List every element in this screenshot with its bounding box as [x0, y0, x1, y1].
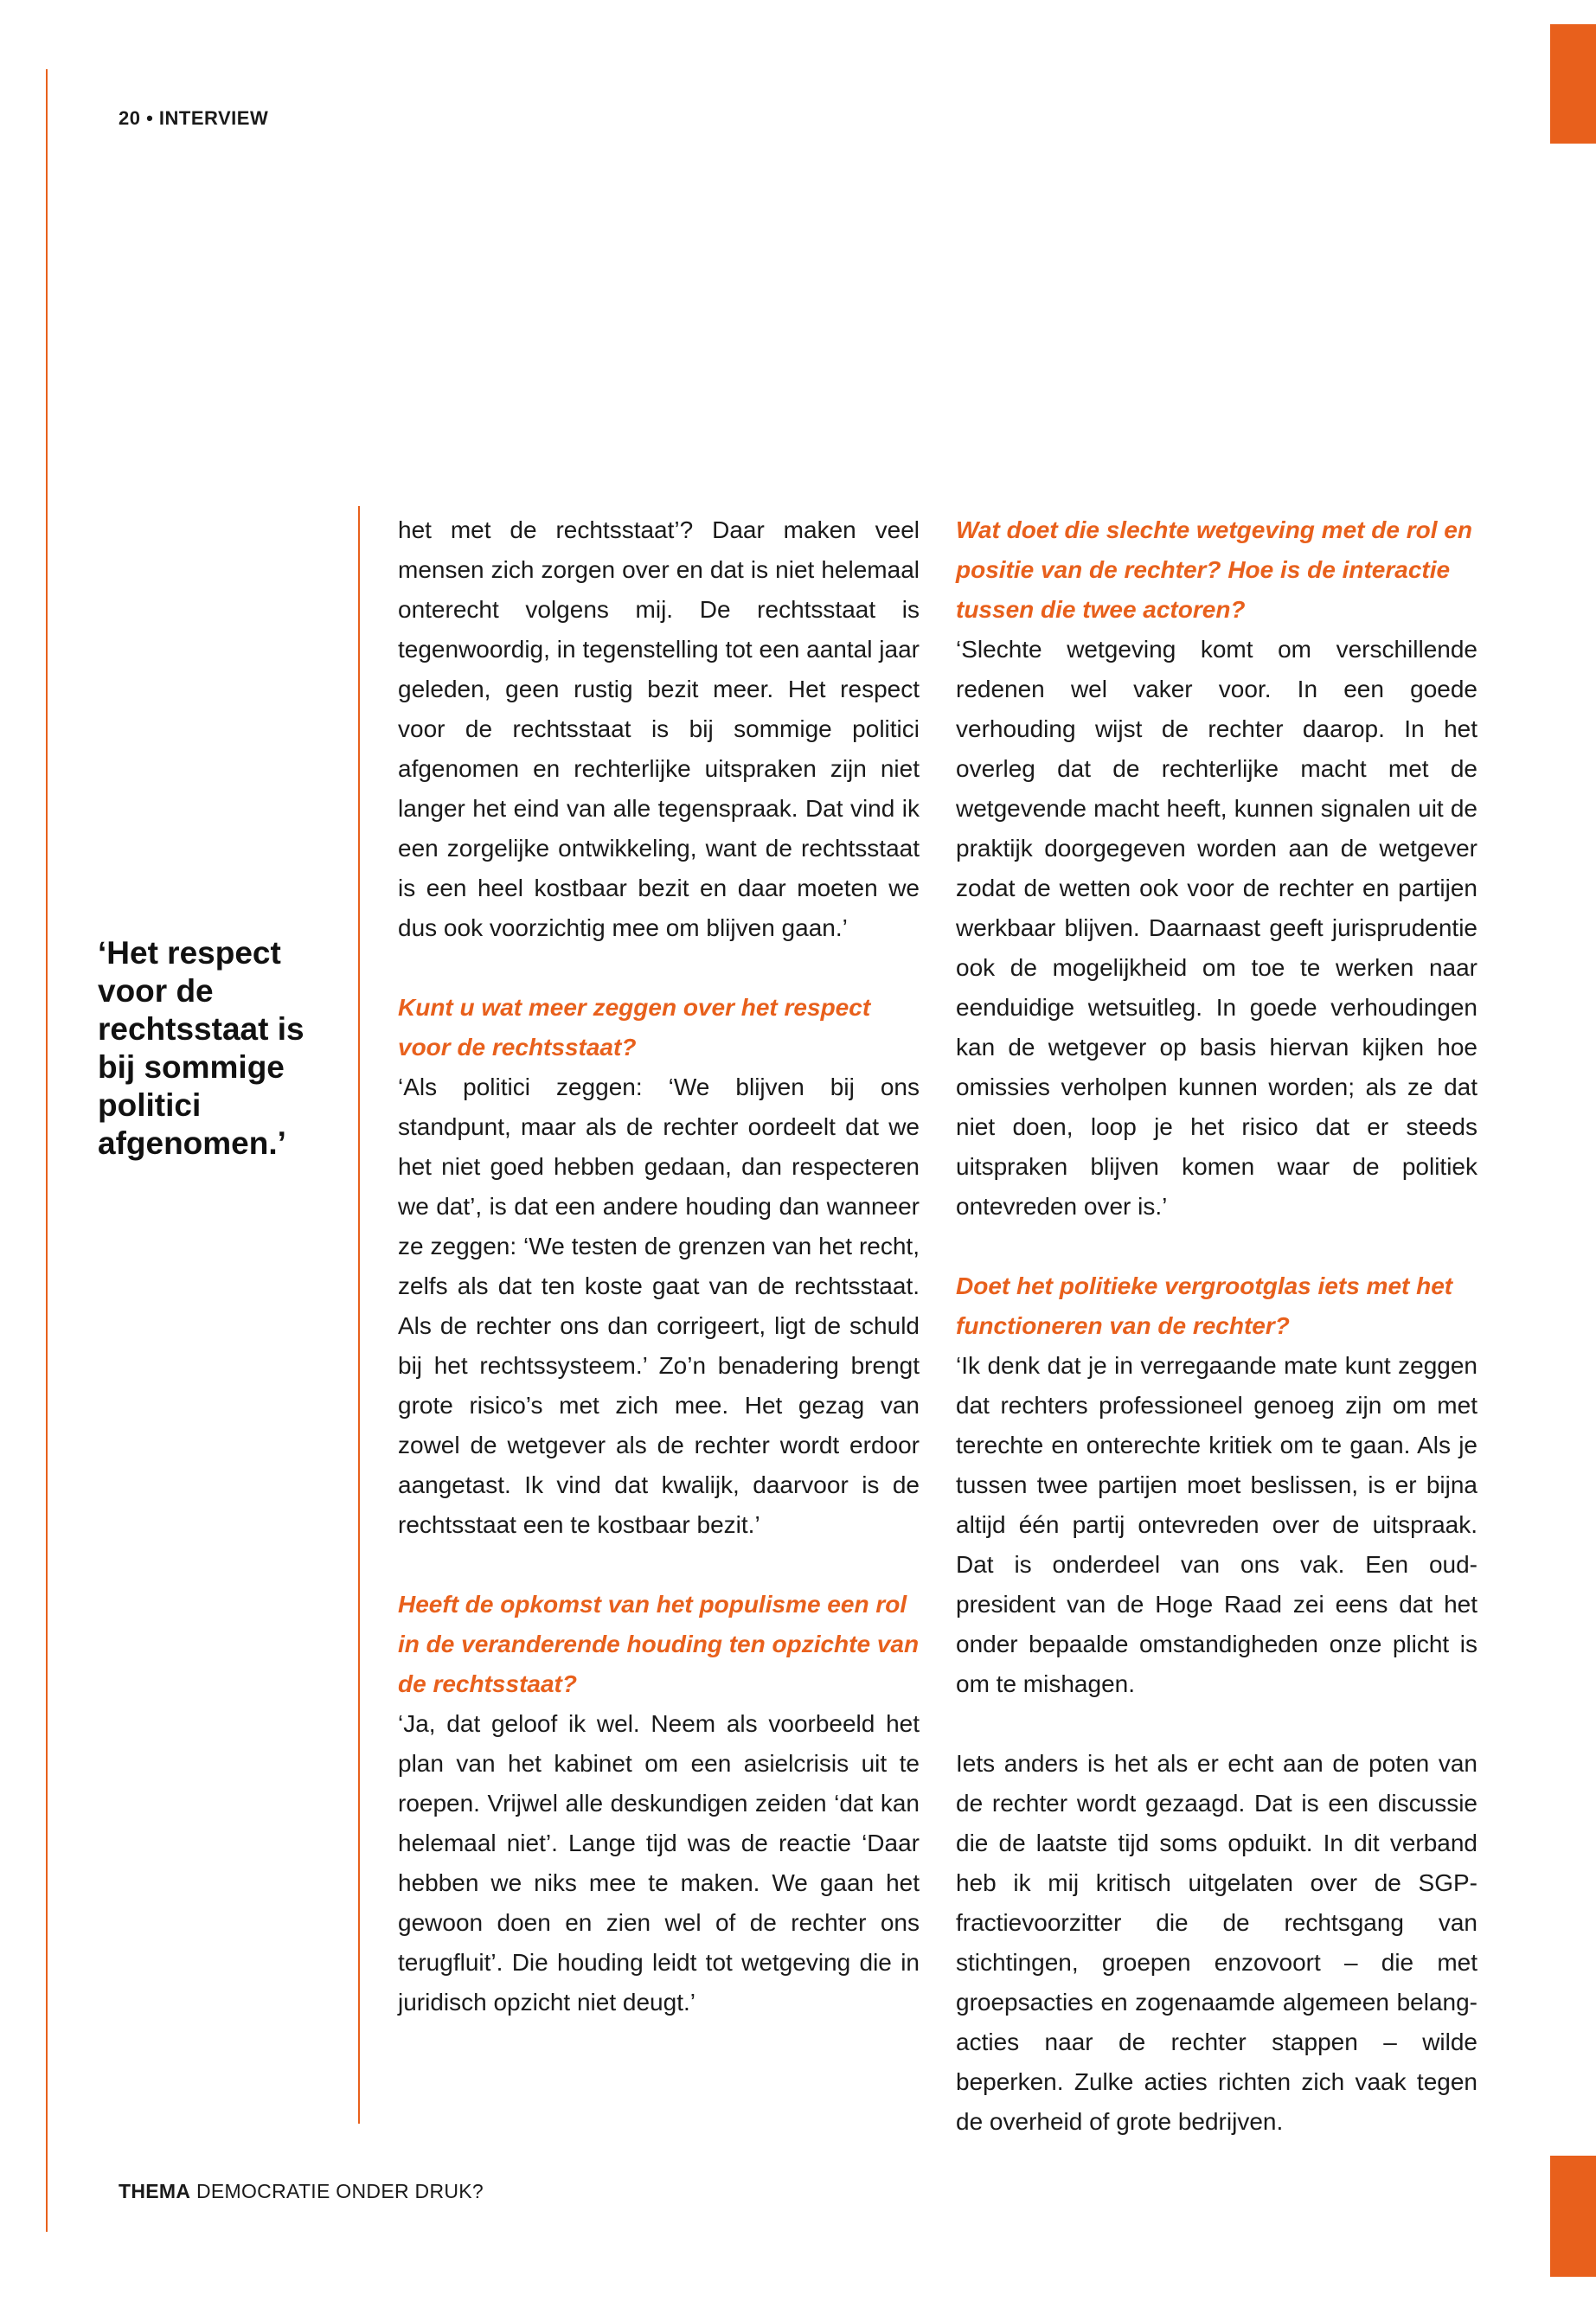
paragraph: ‘Ja, dat geloof ik wel. Neem als voorbeeld het plan van het kabinet om een asielcrisis uit te roepen. Vrijwel alle deskundigen zeiden ‘dat kan helemaal niet’. Lange tijd was de reactie ‘Daar hebben we niks mee te maken. We gaan het gewoon doen en zien wel of de rechter ons terugfluit’. Die houding leidt tot wetgeving die in juridisch opzicht niet deugt.’ [398, 1710, 920, 2016]
footer-title: DEMOCRATIE ONDER DRUK? [195, 2180, 484, 2202]
page-header: 20 • INTERVIEW [119, 107, 269, 129]
paragraph: ‘Slechte wetgeving komt om verschillende redenen wel vaker voor. In een goede verhouding wijst de rechter daarop. In het overleg dat de rechterlijke macht met de wetgevende macht heeft, kunnen signalen uit de praktijk doorgegeven worden aan de wetgever zodat de wetten ook voor de rechter en partijen werkbaar blijven. Daarnaast geeft jurisprudentie ook de mogelijkheid om toe te werken naar eenduidige wetsuitleg. In goede verhoudingen kan de wetgever op basis hiervan kijken hoe omissies verholpen kunnen worden; als ze dat niet doen, loop je het risico dat er steeds uitspraken blijven komen waar de politiek ontevreden over is.’ [956, 636, 1477, 1220]
paragraph: het met de rechtsstaat’? Daar maken veel mensen zich zorgen over en dat is niet helemaal onterecht volgens mij. De rechtsstaat is tegenwoordig, in tegenstelling tot een aantal jaar geleden, geen rustig bezit meer. Het respect voor de rechtsstaat is bij sommige politici afgenomen en rechterlijke uitspraken zijn niet langer het eind van alle tegenspraak. Dat vind ik een zorgelijke ontwikkeling, want de rechtsstaat is een heel kostbaar bezit en daar moeten we dus ook voorzichtig mee om blijven gaan.’ [398, 516, 920, 941]
paragraph: ‘Als politici zeggen: ‘We blijven bij ons standpunt, maar als de rechter oordeelt dat we het niet goed hebben gedaan, dan respecteren we dat’, is dat een andere houding dan wanneer ze zeggen: ‘We testen de grenzen van het recht, zelfs als dat ten koste gaat van de rechtsstaat. Als de rechter ons dan corrigeert, ligt de schuld bij het rechtssysteem.’ Zo’n benadering brengt grote risico’s met zich mee. Het gezag van zowel de wetgever als de rechter wordt erdoor aangetast. Ik vind dat kwalijk, daarvoor is de rechtsstaat een te kostbaar bezit.’ [398, 1074, 920, 1538]
interview-question: Heeft de opkomst van het populisme een rol in de veranderende houding ten opzichte van de rechtsstaat? [398, 1591, 920, 1697]
pull-quote: ‘Het respect voor de rechtsstaat is bij sommige politici afgenomen.’ [98, 935, 304, 1161]
interview-question: Wat doet die slechte wetgeving met de rol en positie van de rechter? Hoe is de interactie tussen die twee actoren? [956, 516, 1472, 623]
bottom-edge-tab [1550, 2156, 1596, 2277]
page-footer [119, 2180, 484, 2203]
text-column-1 [398, 510, 920, 2022]
pull-quote-divider [358, 506, 360, 2124]
interview-question: Kunt u wat meer zeggen over het respect voor de rechtsstaat? [398, 994, 871, 1061]
left-margin-rule [46, 69, 48, 2232]
interview-question: Doet het politieke vergrootglas iets met het functioneren van de rechter? [956, 1272, 1453, 1339]
paragraph: Iets anders is het als er echt aan de poten van de rechter wordt gezaagd. Dat is een discussie die de laatste tijd soms opduikt. In dit verband heb ik mij kritisch uitgelaten over de SGP-fractievoorzitter die de rechtsgang van stichtingen, groepen enzovoort – die met groepsacties en zogenaamde algemeen belang-acties naar de rechter stappen – wilde beperken. Zulke acties richten zich vaak tegen de overheid of grote bedrijven. [956, 1750, 1477, 2135]
text-column-2 [956, 510, 1477, 2142]
paragraph: ‘Ik denk dat je in verregaande mate kunt zeggen dat rechters professioneel genoeg zijn om met terechte en onterechte kritiek om te gaan. Als je tussen twee partijen moet beslissen, is er bijna altijd één partij ontevreden over de uitspraak. Dat is onderdeel van ons vak. Een oud-president van de Hoge Raad zei eens dat het onder bepaalde omstandigheden onze plicht is om te mishagen. [956, 1352, 1477, 1697]
top-edge-tab [1550, 24, 1596, 144]
footer-theme: THEMA [119, 2180, 191, 2202]
